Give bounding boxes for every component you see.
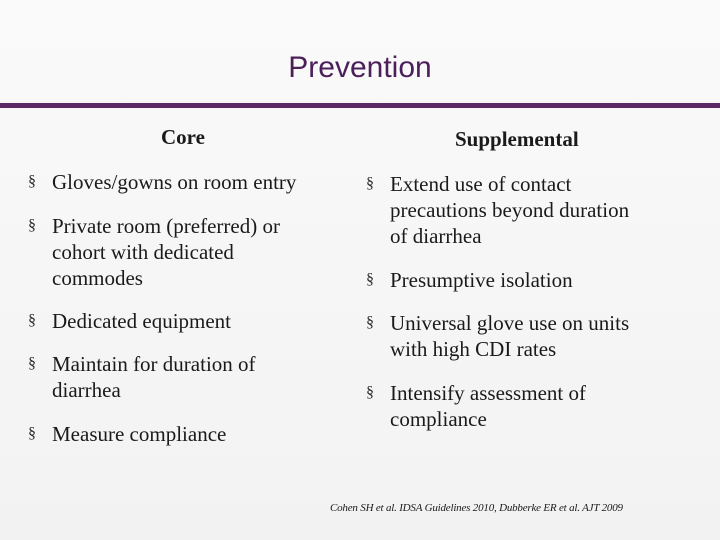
bullet-icon: §	[366, 271, 374, 288]
bullet-icon: §	[366, 314, 374, 331]
bullet-icon: §	[366, 384, 374, 401]
core-item-text: Measure compliance	[52, 422, 227, 446]
bullet-icon: §	[28, 217, 36, 234]
supplemental-item-text: Extend use of contact precautions beyond duration of diarrhea	[390, 172, 630, 248]
core-heading: Core	[161, 125, 205, 149]
core-item-text: Private room (preferred) or cohort with dedicated commodes	[52, 214, 280, 290]
supplemental-item-text: Intensify assessment of compliance	[390, 381, 586, 431]
supplemental-heading: Supplemental	[455, 127, 579, 151]
bullet-icon: §	[28, 355, 36, 372]
core-item-text: Gloves/gowns on room entry	[52, 170, 297, 194]
supplemental-item-text: Universal glove use on units with high CDI rates	[390, 311, 630, 361]
slide-title: Prevention	[288, 51, 432, 84]
core-item-text: Maintain for duration of diarrhea	[52, 352, 256, 402]
core-item-text: Dedicated equipment	[52, 309, 232, 333]
title-divider	[0, 103, 720, 108]
bullet-icon: §	[28, 425, 36, 442]
citation: Cohen SH et al. IDSA Guidelines 2010, Dubberke ER et al. AJT 2009	[330, 502, 623, 514]
bullet-icon: §	[28, 173, 36, 190]
supplemental-item-text: Presumptive isolation	[390, 268, 573, 292]
bullet-icon: §	[28, 312, 36, 329]
bullet-icon: §	[366, 175, 374, 192]
